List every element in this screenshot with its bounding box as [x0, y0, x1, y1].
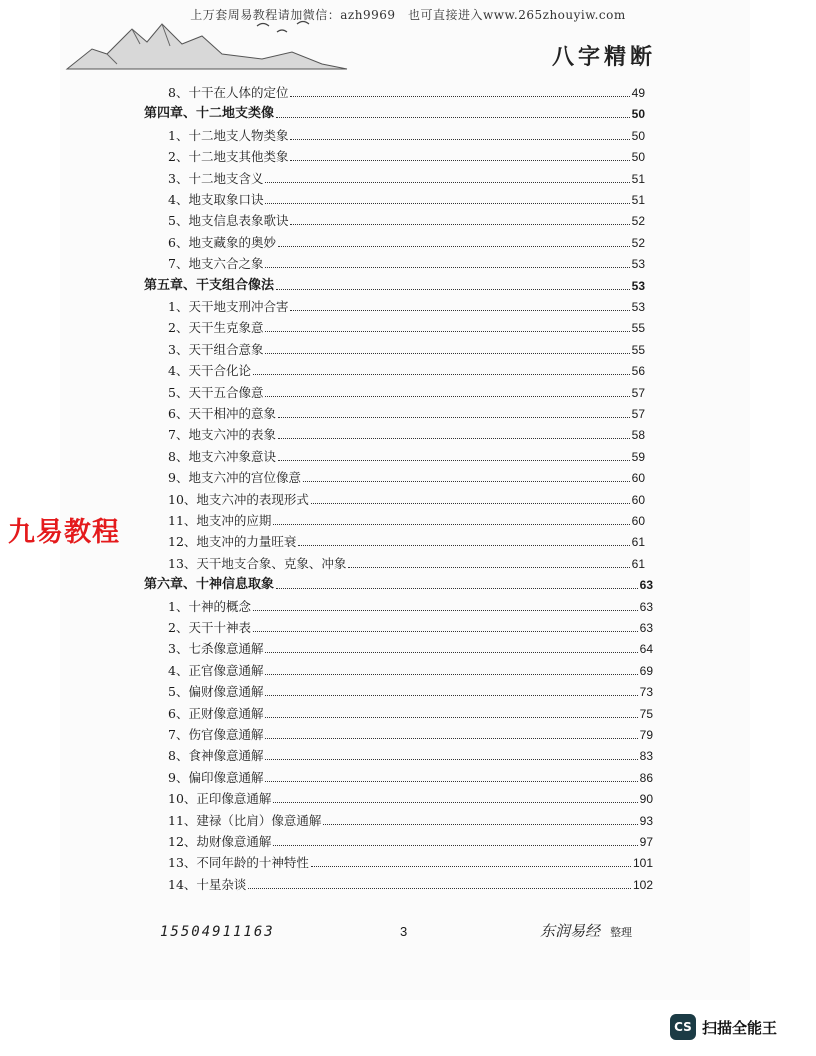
toc-chapter-row	[144, 572, 653, 593]
toc-item-row	[168, 701, 653, 722]
toc-page-number: 86	[639, 770, 653, 785]
toc-label: 4、天干合化论	[168, 363, 251, 379]
toc-leader-dots	[298, 544, 629, 546]
toc-item-row	[168, 786, 653, 807]
toc-page-number: 53	[631, 257, 645, 272]
toc-page-number: 53	[631, 300, 645, 314]
toc-item-row	[168, 594, 653, 615]
toc-page-number: 63	[639, 578, 653, 593]
toc-page-number: 52	[631, 214, 645, 229]
toc-label: 第四章、十二地支类像	[144, 106, 275, 122]
toc-leader-dots	[253, 609, 638, 611]
toc-page-number: 50	[631, 150, 645, 165]
toc-item-row	[168, 508, 645, 529]
toc-page-number: 61	[631, 556, 645, 571]
toc-leader-dots	[265, 673, 637, 675]
toc-page-number: 50	[631, 128, 645, 143]
toc-item-row	[168, 208, 645, 229]
toc-page-number: 101	[632, 856, 653, 871]
toc-item-row	[168, 401, 645, 422]
toc-item-row	[168, 658, 653, 679]
toc-label: 8、食神像意通解	[168, 748, 264, 764]
page-number: 3	[400, 924, 408, 939]
toc-label: 4、地支取象口诀	[168, 192, 264, 207]
toc-label: 11、建禄（比肩）像意通解	[168, 812, 322, 828]
toc-page-number: 57	[631, 407, 645, 421]
toc-leader-dots	[253, 630, 638, 632]
toc-item-row	[168, 230, 645, 251]
toc-label: 5、地支信息表象歌诀	[168, 213, 289, 229]
toc-item-row	[168, 636, 653, 657]
toc-page-number: 60	[631, 514, 645, 528]
toc-label: 9、偏印像意通解	[168, 769, 264, 785]
toc-item-row	[168, 743, 653, 764]
toc-label: 7、伤官像意通解	[168, 727, 264, 742]
toc-item-row	[168, 615, 653, 636]
toc-leader-dots	[265, 758, 637, 760]
toc-item-row	[168, 80, 645, 101]
toc-label: 1、十二地支人物类象	[168, 127, 289, 143]
toc-leader-dots	[265, 352, 629, 354]
watermark-text: 九易教程	[8, 517, 120, 548]
toc-item-row	[168, 850, 653, 871]
toc-item-row	[168, 380, 645, 401]
footer-phone: 15504911163	[160, 924, 275, 940]
toc-chapter-row	[144, 273, 645, 294]
toc-page-number: 63	[639, 621, 653, 635]
editor-name: 东润易经	[540, 922, 601, 940]
toc-leader-dots	[278, 437, 630, 439]
toc-label: 11、地支冲的应期	[168, 513, 272, 528]
toc-leader-dots	[265, 694, 637, 696]
toc-label: 5、偏财像意通解	[168, 684, 264, 700]
toc-label: 6、天干相冲的意象	[168, 406, 276, 421]
toc-leader-dots	[265, 716, 637, 718]
toc-leader-dots	[311, 865, 631, 867]
toc-label: 7、地支六冲的表象	[168, 427, 276, 443]
toc-leader-dots	[348, 566, 629, 568]
toc-leader-dots	[290, 95, 629, 97]
book-title: 八字精断	[551, 44, 656, 70]
toc-leader-dots	[276, 288, 630, 290]
toc-item-row	[168, 487, 645, 508]
toc-label: 4、正官像意通解	[168, 662, 264, 678]
toc-leader-dots	[265, 181, 629, 183]
toc-page-number: 102	[632, 877, 653, 892]
camscanner-logo-icon: CS	[670, 1014, 696, 1040]
toc-leader-dots	[276, 587, 638, 589]
toc-page-number: 55	[631, 342, 645, 357]
toc-item-row	[168, 872, 653, 893]
toc-page-number: 60	[631, 471, 645, 486]
toc-leader-dots	[323, 823, 637, 825]
toc-page-number: 55	[631, 321, 645, 336]
editor-suffix: 整理	[610, 926, 633, 939]
toc-leader-dots	[278, 416, 630, 418]
toc-page-number: 97	[639, 835, 653, 849]
toc-label: 3、十二地支含义	[168, 170, 264, 186]
toc-page-number: 61	[631, 535, 645, 550]
toc-page-number: 58	[631, 428, 645, 443]
toc-page-number: 79	[639, 728, 653, 742]
toc-item-row	[168, 529, 645, 550]
toc-label: 3、七杀像意通解	[168, 641, 264, 657]
toc-leader-dots	[265, 330, 629, 332]
toc-leader-dots	[265, 737, 637, 739]
toc-leader-dots	[276, 116, 630, 118]
toc-label: 9、地支六冲的宫位像意	[168, 470, 301, 486]
editor-signature	[540, 920, 632, 941]
toc-leader-dots	[253, 373, 630, 375]
toc-page-number: 63	[639, 599, 653, 614]
mountain-illustration	[62, 14, 352, 74]
toc-leader-dots	[273, 801, 637, 803]
toc-label: 2、天干生克象意	[168, 320, 264, 336]
toc-item-row	[168, 144, 645, 165]
toc-item-row	[168, 444, 645, 465]
toc-label: 10、正印像意通解	[168, 791, 272, 807]
toc-label: 13、天干地支合象、克象、冲象	[168, 555, 347, 571]
toc-leader-dots	[290, 223, 629, 225]
toc-label: 10、地支六冲的表现形式	[168, 491, 309, 507]
toc-item-row	[168, 551, 645, 572]
toc-leader-dots	[311, 502, 630, 504]
toc-label: 8、地支六冲象意诀	[168, 448, 276, 464]
top-banner: 上万套周易教程请加微信：azh9969 也可直接进入www.265zhouyiw.com	[190, 8, 626, 22]
toc-leader-dots	[273, 844, 637, 846]
toc-leader-dots	[303, 480, 630, 482]
toc-item-row	[168, 722, 653, 743]
toc-item-row	[168, 679, 653, 700]
toc-page-number: 49	[631, 86, 645, 100]
toc-leader-dots	[278, 459, 630, 461]
toc-chapter-row	[144, 101, 645, 122]
toc-label: 1、十神的概念	[168, 598, 251, 614]
toc-page-number: 51	[631, 193, 645, 207]
toc-page-number: 73	[639, 685, 653, 700]
toc-item-row	[168, 166, 645, 187]
toc-label: 12、劫财像意通解	[168, 834, 272, 849]
toc-item-row	[168, 315, 645, 336]
toc-label: 第六章、十神信息取象	[144, 577, 275, 593]
toc-page-number: 50	[631, 107, 645, 122]
toc-item-row	[168, 465, 645, 486]
toc-label: 7、地支六合之象	[168, 256, 264, 272]
toc-leader-dots	[265, 780, 637, 782]
camscanner-badge	[670, 1014, 777, 1040]
toc-item-row	[168, 251, 645, 272]
toc-item-row	[168, 123, 645, 144]
toc-leader-dots	[273, 523, 629, 525]
toc-item-row	[168, 187, 645, 208]
toc-label: 第五章、干支组合像法	[144, 277, 275, 293]
toc-leader-dots	[278, 245, 630, 247]
toc-item-row	[168, 829, 653, 850]
toc-leader-dots	[265, 651, 637, 653]
toc-label: 2、天干十神表	[168, 620, 251, 635]
toc-item-row	[168, 765, 653, 786]
toc-leader-dots	[290, 309, 629, 311]
toc-page-number: 83	[639, 749, 653, 764]
toc-label: 1、天干地支刑冲合害	[168, 299, 289, 314]
toc-page-number: 69	[639, 663, 653, 678]
toc-page-number: 93	[639, 813, 653, 828]
toc-page-number: 60	[631, 492, 645, 507]
toc-leader-dots	[265, 266, 629, 268]
toc-page-number: 52	[631, 235, 645, 250]
toc-page-number: 56	[631, 364, 645, 379]
toc-page-number: 53	[631, 278, 645, 293]
toc-item-row	[168, 337, 645, 358]
toc-page-number: 51	[631, 171, 645, 186]
toc-label: 8、十干在人体的定位	[168, 85, 289, 100]
toc-item-row	[168, 358, 645, 379]
toc-item-row	[168, 422, 645, 443]
toc-item-row	[168, 294, 645, 315]
toc-label: 12、地支冲的力量旺衰	[168, 534, 297, 550]
camscanner-label: 扫描全能王	[702, 1018, 778, 1037]
toc-item-row	[168, 808, 653, 829]
toc-page-number: 64	[639, 642, 653, 657]
toc-leader-dots	[265, 395, 629, 397]
toc-label: 13、不同年龄的十神特性	[168, 855, 309, 871]
toc-leader-dots	[248, 887, 631, 889]
toc-label: 6、正财像意通解	[168, 705, 264, 721]
toc-label: 5、天干五合像意	[168, 384, 264, 400]
toc-label: 14、十星杂谈	[168, 876, 247, 892]
toc-page-number: 90	[639, 792, 653, 807]
toc-label: 2、十二地支其他类象	[168, 149, 289, 165]
toc-leader-dots	[265, 202, 629, 204]
toc-leader-dots	[290, 138, 629, 140]
toc-leader-dots	[290, 159, 629, 161]
toc-page-number: 59	[631, 449, 645, 464]
toc-label: 6、地支藏象的奥妙	[168, 234, 276, 250]
toc-page-number: 75	[639, 706, 653, 721]
toc-label: 3、天干组合意象	[168, 341, 264, 357]
toc-page-number: 57	[631, 385, 645, 400]
